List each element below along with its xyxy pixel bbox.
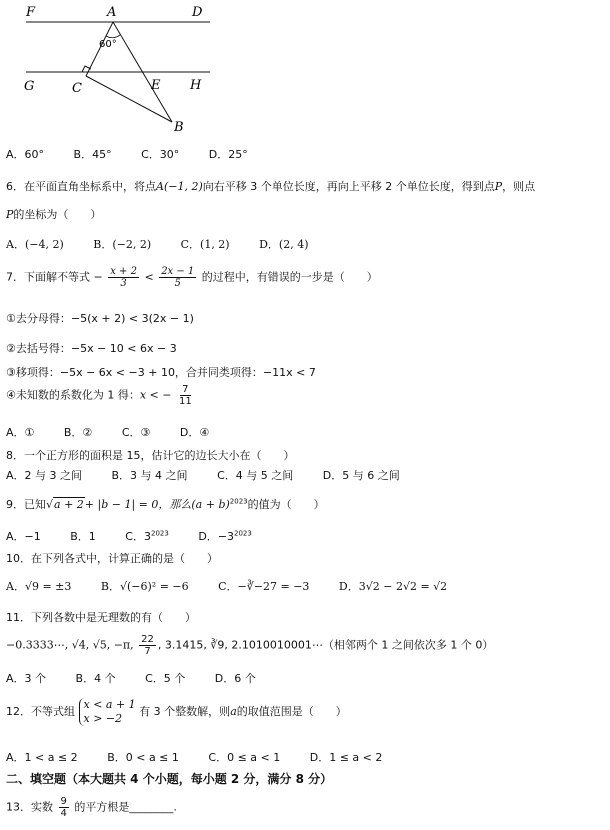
q11-options: [6, 670, 282, 686]
label-F: F: [26, 5, 36, 20]
label-D: D: [192, 5, 203, 20]
q9-options: [6, 528, 278, 544]
q13-answer-blank[interactable]: ________: [129, 800, 174, 814]
q12-option-a[interactable]: A．1 < a ≤ 2: [6, 751, 78, 764]
q6-stem: [6, 178, 535, 194]
q7-stem: 7．下面解不等式 − $\frac{x + 2}{3}$ < $\frac{2x - 1}{5}$ 的过程中，有错误的一步是（ ）: [6, 266, 378, 289]
q7-step-4-expr: x < −: [139, 388, 172, 402]
q9-expr: (a + b): [191, 498, 230, 511]
q7-step-4-text: ④未知数的系数化为 1 得：: [6, 388, 140, 402]
q9-option-b[interactable]: B．1: [70, 530, 96, 543]
q11-fraction: $\frac{22}{7}$: [141, 634, 154, 657]
q11-option-a[interactable]: A．3 个: [6, 672, 47, 685]
label-H: H: [190, 78, 202, 93]
q7-option-d[interactable]: D．④: [179, 426, 210, 439]
q5-option-b[interactable]: B．45°: [73, 148, 112, 161]
q10-option-c[interactable]: C．−∛−27 = −3: [218, 580, 310, 593]
q6-point-p: P: [494, 180, 503, 193]
q9-option-a[interactable]: A．−1: [6, 530, 41, 543]
q11-option-b[interactable]: B．4 个: [75, 672, 116, 685]
q10-stem: 10．在下列各式中，计算正确的是（ ）: [6, 552, 218, 565]
q9-radicand: a + 2: [54, 498, 84, 511]
q7-option-c[interactable]: C．③: [121, 426, 151, 439]
label-C: C: [72, 81, 82, 96]
geometry-figure: [0, 0, 230, 136]
q12-system: x < a + 1 x > −2: [79, 698, 136, 726]
q9-stem: 9．已知√a + 2+ |b − 1| = 0，那么$(a + b)^{2023}$的值为（ ）: [6, 497, 325, 511]
q12-option-b[interactable]: B．0 < a ≤ 1: [107, 751, 179, 764]
section-2-title: 二、填空题（本大题共 4 个小题，每小题 2 分，满分 8 分）: [6, 772, 333, 786]
q8-options: [6, 467, 426, 483]
q13-stem: [6, 796, 177, 819]
q6-options: [6, 236, 335, 252]
label-B: B: [174, 120, 184, 135]
q13-period: .: [173, 800, 177, 814]
q11-list-a: −0.3333⋯, √4, √5, −π,: [6, 638, 134, 652]
q7-step-2: ②去括号得：−5x − 10 < 6x − 3: [6, 342, 177, 355]
q12-options: [6, 749, 408, 765]
q5-option-a[interactable]: A．60°: [6, 148, 45, 161]
q12-text-1: 12．不等式组: [6, 705, 75, 718]
q12-option-c[interactable]: C．0 ≤ a < 1: [208, 751, 281, 764]
q12-text-3: 的取值范围是（ ）: [236, 705, 347, 718]
q6-option-d[interactable]: D．(2, 4): [259, 238, 309, 251]
q7-step-4-fraction: $\frac{7}{11}$: [179, 384, 192, 407]
q12-stem: [6, 698, 347, 726]
q5-options: [6, 146, 274, 162]
q7-fraction-2: $\frac{2x - 1}{5}$: [161, 266, 195, 289]
q8-option-a[interactable]: A．2 与 3 之间: [6, 469, 83, 482]
label-G: G: [24, 79, 35, 94]
q6-option-c[interactable]: C．(1, 2): [180, 238, 230, 251]
label-angle: 60°: [99, 39, 117, 50]
q13-fraction: $\frac{9}{4}$: [60, 796, 67, 819]
q11-number-list: [6, 634, 493, 657]
q7-options: [6, 424, 235, 440]
q11-option-c[interactable]: C．5 个: [145, 672, 186, 685]
q9-text-3: 的值为（ ）: [247, 498, 325, 511]
q8-option-c[interactable]: C．4 与 5 之间: [217, 469, 294, 482]
q11-stem: 11．下列各数中是无理数的有（ ）: [6, 611, 196, 624]
q5-option-c[interactable]: C．30°: [141, 148, 180, 161]
q10-option-a[interactable]: A．√9 = ±3: [6, 580, 72, 593]
q6-text-4: 的坐标为（ ）: [13, 208, 102, 221]
q6-option-a[interactable]: A．(−4, 2): [6, 238, 64, 251]
q9-text-2: + |b − 1| = 0，那么: [84, 498, 192, 511]
q8-option-d[interactable]: D．5 与 6 之间: [322, 469, 400, 482]
q12-var-a: a: [230, 705, 237, 718]
q13-text-2: 的平方根是: [74, 800, 130, 814]
q7-step-4: [6, 384, 196, 407]
q11-option-d[interactable]: D．6 个: [214, 672, 256, 685]
q9-option-c[interactable]: C．$3^{2023}$: [125, 529, 169, 543]
label-A: A: [107, 5, 117, 20]
q7-step-1: ①去分母得：−5(x + 2) < 3(2x − 1): [6, 312, 194, 325]
q7-text-2: 的过程中，有错误的一步是（ ）: [201, 270, 378, 284]
q9-option-d[interactable]: D．$-3^{2023}$: [198, 529, 252, 543]
q8-stem: 8．一个正方形的面积是 15，估计它的边长大小在（ ）: [6, 449, 295, 462]
q10-option-d[interactable]: D．3√2 − 2√2 = √2: [338, 580, 448, 593]
q7-step-3: ③移项得：−5x − 6x < −3 + 10，合并同类项得：−11x < 7: [6, 366, 316, 379]
q6-option-b[interactable]: B．(−2, 2): [93, 238, 152, 251]
q6-text-3: ，则点: [502, 180, 536, 193]
q10-option-b[interactable]: B．√(−6)² = −6: [100, 580, 189, 593]
q6-point-p-2: P: [6, 208, 14, 221]
q6-point-a: A(−1, 2): [156, 180, 203, 193]
label-E: E: [151, 78, 161, 93]
q7-option-a[interactable]: A．①: [6, 426, 35, 439]
q7-text-1: 7．下面解不等式: [6, 270, 90, 284]
q12-option-d[interactable]: D．1 ≤ a < 2: [309, 751, 383, 764]
q6-text-2: 向右平移 3 个单位长度，再向上平移 2 个单位长度，得到点: [202, 180, 495, 193]
q5-option-d[interactable]: D．25°: [208, 148, 248, 161]
q9-exponent: 2023: [229, 497, 248, 506]
q7-option-b[interactable]: B．②: [63, 426, 93, 439]
q9-text-1: 9．已知: [6, 498, 46, 511]
q13-text-1: 13．实数: [6, 800, 53, 814]
q10-options: [6, 578, 473, 594]
q8-option-b[interactable]: B．3 与 4 之间: [111, 469, 188, 482]
q11-list-b: , 3.1415, ∛9, 2.1010010001⋯（相邻两个 1 之间依次多 1 个 0）: [157, 638, 494, 652]
q7-fraction-1: $\frac{x + 2}{3}$: [110, 266, 137, 289]
q12-text-2: 有 3 个整数解，则: [139, 705, 231, 718]
q6-text-1: 6．在平面直角坐标系中，将点: [6, 180, 156, 193]
angle-arc: [106, 35, 120, 38]
q6-stem-line2: [6, 206, 101, 222]
